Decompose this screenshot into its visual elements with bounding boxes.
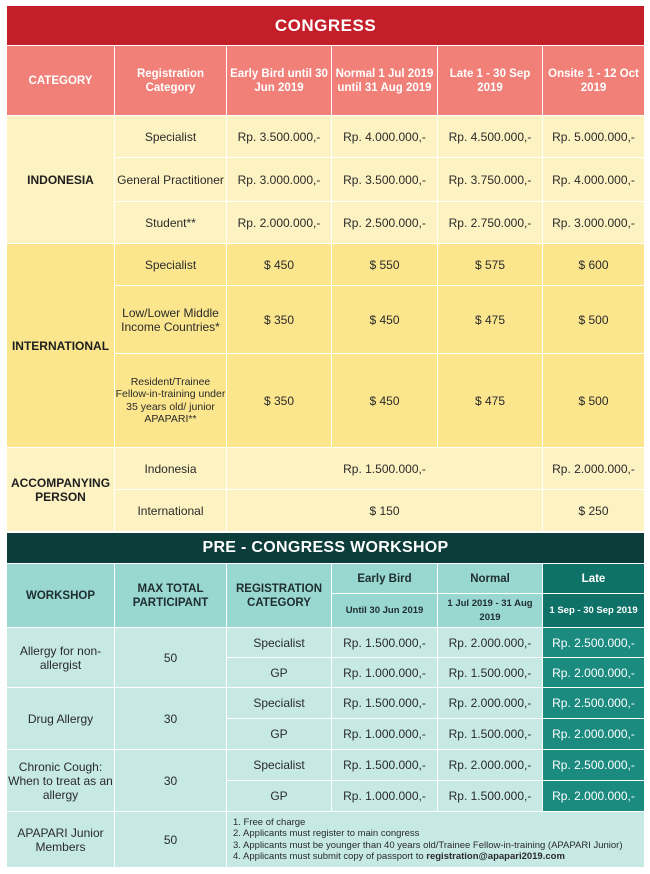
fee-until-sep: Rp. 1.500.000,- bbox=[227, 448, 543, 490]
fee-until-sep: $ 150 bbox=[227, 490, 543, 532]
workshop-title: PRE - CONGRESS WORKSHOP bbox=[7, 533, 645, 564]
fee-early: Rp. 1.000.000,- bbox=[332, 658, 438, 688]
fee-late: Rp. 2.500.000,- bbox=[543, 750, 645, 781]
header-early-bird: Early Bird bbox=[332, 564, 438, 594]
header-registration-category: REGISTRATION CATEGORY bbox=[227, 564, 332, 628]
workshop-max: 50 bbox=[115, 628, 227, 688]
fee-onsite: $ 600 bbox=[543, 244, 645, 286]
reg-category: Low/Lower Middle Income Countries* bbox=[115, 286, 227, 354]
header-max-participant: MAX TOTAL PARTICIPANT bbox=[115, 564, 227, 628]
header-onsite: Onsite 1 - 12 Oct 2019 bbox=[543, 46, 645, 116]
reg-category: Specialist bbox=[115, 116, 227, 158]
fee-normal: Rp. 2.000.000,- bbox=[438, 750, 543, 781]
fee-onsite: Rp. 5.000.000,- bbox=[543, 116, 645, 158]
fee-early: Rp. 3.000.000,- bbox=[227, 158, 332, 202]
note-line bbox=[233, 851, 638, 863]
fee-early: $ 350 bbox=[227, 286, 332, 354]
fee-normal: Rp. 4.000.000,- bbox=[332, 116, 438, 158]
reg-category: International bbox=[115, 490, 227, 532]
header-early-dates: Until 30 Jun 2019 bbox=[332, 594, 438, 628]
header-normal-dates: 1 Jul 2019 - 31 Aug 2019 bbox=[438, 594, 543, 628]
workshop-category: GP bbox=[227, 781, 332, 812]
fee-late: Rp. 2.000.000,- bbox=[543, 781, 645, 812]
reg-category: Student** bbox=[115, 202, 227, 244]
fee-late: $ 475 bbox=[438, 286, 543, 354]
fee-normal: Rp. 2.000.000,- bbox=[438, 628, 543, 658]
note-text: 4. Applicants must submit copy of passport to bbox=[233, 851, 424, 862]
header-late: Late 1 - 30 Sep 2019 bbox=[438, 46, 543, 116]
workshop-category: Specialist bbox=[227, 688, 332, 719]
fee-normal: $ 550 bbox=[332, 244, 438, 286]
fee-late: $ 575 bbox=[438, 244, 543, 286]
fee-late: $ 475 bbox=[438, 354, 543, 448]
congress-table bbox=[6, 5, 645, 532]
fee-early: Rp. 3.500.000,- bbox=[227, 116, 332, 158]
fee-onsite: $ 500 bbox=[543, 354, 645, 448]
fee-early: $ 350 bbox=[227, 354, 332, 448]
fee-normal: Rp. 2.000.000,- bbox=[438, 688, 543, 719]
note-line: 2. Applicants must register to main congress bbox=[233, 828, 420, 839]
workshop-max: 30 bbox=[115, 688, 227, 750]
fee-normal: Rp. 1.500.000,- bbox=[438, 781, 543, 812]
fee-early: Rp. 1.500.000,- bbox=[332, 628, 438, 658]
workshop-category: Specialist bbox=[227, 628, 332, 658]
registration-email: registration@apapari2019.com bbox=[426, 851, 565, 862]
fee-normal: $ 450 bbox=[332, 354, 438, 448]
fee-late: Rp. 4.500.000,- bbox=[438, 116, 543, 158]
fee-late: Rp. 2.500.000,- bbox=[543, 688, 645, 719]
fee-onsite: $ 250 bbox=[543, 490, 645, 532]
note-line: 1. Free of charge bbox=[233, 816, 306, 828]
junior-notes bbox=[227, 812, 645, 868]
workshop-category: GP bbox=[227, 719, 332, 750]
workshop-category: GP bbox=[227, 658, 332, 688]
fee-late: Rp. 3.750.000,- bbox=[438, 158, 543, 202]
header-registration-category: Registration Category bbox=[115, 46, 227, 116]
header-category: CATEGORY bbox=[7, 46, 115, 116]
header-normal: Normal bbox=[438, 564, 543, 594]
fee-early: $ 450 bbox=[227, 244, 332, 286]
international-label: INTERNATIONAL bbox=[7, 244, 115, 448]
header-late-dates: 1 Sep - 30 Sep 2019 bbox=[543, 594, 645, 628]
workshop-name: Allergy for non-allergist bbox=[7, 628, 115, 688]
fee-late: Rp. 2.000.000,- bbox=[543, 719, 645, 750]
fee-onsite: Rp. 4.000.000,- bbox=[543, 158, 645, 202]
fee-normal: Rp. 2.500.000,- bbox=[332, 202, 438, 244]
fee-early: Rp. 1.500.000,- bbox=[332, 688, 438, 719]
fee-early: Rp. 1.000.000,- bbox=[332, 781, 438, 812]
fee-onsite: $ 500 bbox=[543, 286, 645, 354]
header-workshop: WORKSHOP bbox=[7, 564, 115, 628]
workshop-name: APAPARI Junior Members bbox=[7, 812, 115, 868]
reg-category: General Practitioner bbox=[115, 158, 227, 202]
fee-late: Rp. 2.500.000,- bbox=[543, 628, 645, 658]
fee-late: Rp. 2.000.000,- bbox=[543, 658, 645, 688]
reg-category: Specialist bbox=[115, 244, 227, 286]
workshop-name: Chronic Cough: When to treat as an allergy bbox=[7, 750, 115, 812]
congress-title: CONGRESS bbox=[7, 6, 645, 46]
fee-onsite: Rp. 3.000.000,- bbox=[543, 202, 645, 244]
workshop-name: Drug Allergy bbox=[7, 688, 115, 750]
note-line: 3. Applicants must be younger than 40 years old/Trainee Fellow-in-training (APAPARI Junior) bbox=[233, 839, 623, 851]
workshop-table bbox=[6, 532, 645, 868]
workshop-max: 30 bbox=[115, 750, 227, 812]
fee-onsite: Rp. 2.000.000,- bbox=[543, 448, 645, 490]
fee-normal: $ 450 bbox=[332, 286, 438, 354]
fee-normal: Rp. 1.500.000,- bbox=[438, 658, 543, 688]
workshop-max: 50 bbox=[115, 812, 227, 868]
workshop-category: Specialist bbox=[227, 750, 332, 781]
fee-normal: Rp. 3.500.000,- bbox=[332, 158, 438, 202]
fee-early: Rp. 2.000.000,- bbox=[227, 202, 332, 244]
reg-category: Indonesia bbox=[115, 448, 227, 490]
fee-late: Rp. 2.750.000,- bbox=[438, 202, 543, 244]
header-early-bird: Early Bird until 30 Jun 2019 bbox=[227, 46, 332, 116]
indonesia-label: INDONESIA bbox=[7, 116, 115, 244]
accompanying-label: ACCOMPANYING PERSON bbox=[7, 448, 115, 532]
fee-normal: Rp. 1.500.000,- bbox=[438, 719, 543, 750]
reg-category: Resident/Trainee Fellow-in-training under 35 years old/ junior APAPARI** bbox=[115, 354, 227, 448]
header-normal: Normal 1 Jul 2019 until 31 Aug 2019 bbox=[332, 46, 438, 116]
fee-early: Rp. 1.000.000,- bbox=[332, 719, 438, 750]
fee-early: Rp. 1.500.000,- bbox=[332, 750, 438, 781]
header-late: Late bbox=[543, 564, 645, 594]
